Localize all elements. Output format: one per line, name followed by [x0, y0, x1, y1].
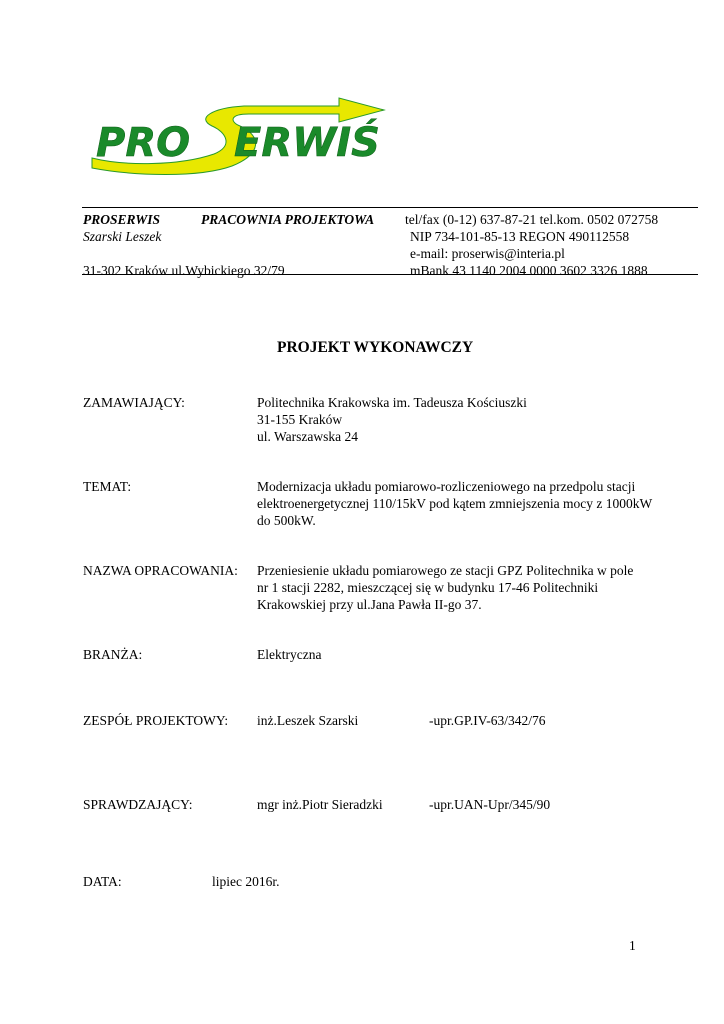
topic-line-2: elektroenergetycznej 110/15kV pod kątem zmniejszenia mocy z 1000kW — [257, 496, 653, 511]
name-line-2: nr 1 stacji 2282, mieszczącej się w budynku 17-46 Politechniki — [257, 580, 599, 595]
name-line-3: Krakowskiej przy ul.Jana Pawła II-go 37. — [257, 597, 482, 612]
header-top-rule — [82, 207, 698, 208]
investor-line-3: ul. Warszawska 24 — [257, 429, 359, 444]
page-number: 1 — [629, 938, 636, 953]
checker-person: mgr inż.Piotr Sieradzki — [257, 797, 383, 812]
logo-text-left: PRO — [96, 120, 191, 166]
header-company: PROSERWIS — [83, 212, 161, 227]
page-title: PROJEKT WYKONAWCZY — [277, 339, 474, 356]
date-label: DATA: — [83, 874, 122, 889]
topic-line-3: do 500kW. — [257, 513, 316, 528]
investor-line-1: Politechnika Krakowska im. Tadeusza Kościuszki — [257, 395, 527, 410]
team-label: ZESPÓŁ PROJEKTOWY: — [83, 713, 229, 728]
topic-line-1: Modernizacja układu pomiarowo-rozliczeniowego na przedpolu stacji — [257, 479, 636, 494]
header-address: 31-302 Kraków ul.Wybickiego 32/79 — [83, 263, 285, 278]
date-value: lipiec 2016r. — [212, 874, 280, 889]
topic-label: TEMAT: — [83, 479, 132, 494]
logo-text-right: ERWIŚ — [234, 120, 380, 166]
name-label: NAZWA OPRACOWANIA: — [83, 563, 238, 578]
team-license: -upr.GP.IV-63/342/76 — [429, 713, 546, 728]
investor-label: ZAMAWIAJĄCY: — [83, 395, 185, 410]
checker-license: -upr.UAN-Upr/345/90 — [429, 797, 551, 812]
header-owner: Szarski Leszek — [83, 229, 162, 244]
proserwis-logo — [84, 96, 394, 178]
checker-label: SPRAWDZAJĄCY: — [83, 797, 193, 812]
name-line-1: Przeniesienie układu pomiarowego ze stacji GPZ Politechnika w pole — [257, 563, 634, 578]
investor-line-2: 31-155 Kraków — [257, 412, 343, 427]
header-nip: NIP 734-101-85-13 REGON 490112558 — [410, 229, 630, 244]
team-person: inż.Leszek Szarski — [257, 713, 359, 728]
header-email: e-mail: proserwis@interia.pl — [410, 246, 565, 261]
branch-value: Elektryczna — [257, 647, 322, 662]
branch-label: BRANŻA: — [83, 647, 143, 662]
header-bottom-rule — [82, 274, 698, 275]
header-bank: mBank 43 1140 2004 0000 3602 3326 1888 — [410, 263, 648, 278]
header-studio: PRACOWNIA PROJEKTOWA — [201, 212, 375, 227]
header-phone: tel/fax (0-12) 637-87-21 tel.kom. 0502 072758 — [405, 212, 659, 227]
